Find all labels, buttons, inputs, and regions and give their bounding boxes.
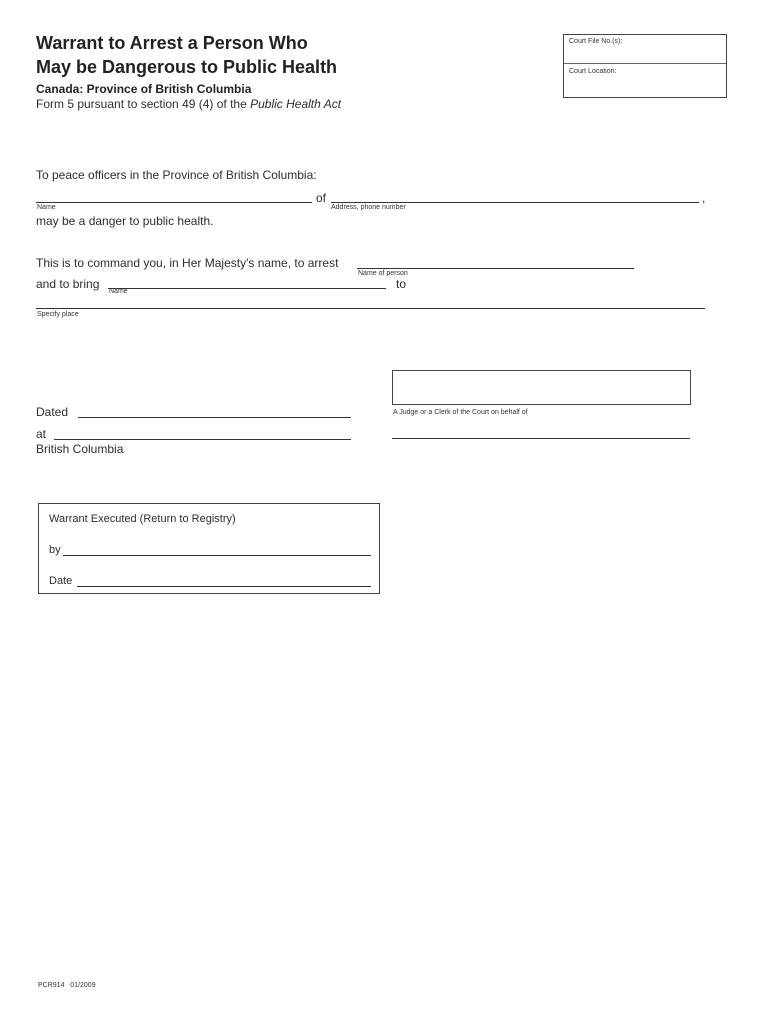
person-name-underline <box>357 268 634 269</box>
specify-place-caption: Specify place <box>37 311 79 318</box>
court-info-box <box>563 34 727 98</box>
court-box-divider <box>564 63 726 64</box>
place-underline <box>36 308 705 309</box>
to-text: to <box>396 277 407 291</box>
form-title-line2: May be Dangerous to Public Health <box>36 57 338 77</box>
at-label: at <box>36 427 47 441</box>
act-name: Public Health Act <box>250 97 342 111</box>
address-underline <box>331 202 699 203</box>
warrant-executed-box <box>38 503 380 594</box>
province-label: British Columbia <box>36 442 124 456</box>
bring-name-underline <box>108 288 386 289</box>
executed-by-label: by <box>49 544 61 556</box>
name-of-person-caption: Name of person <box>358 270 408 277</box>
bring-text: and to bring <box>36 277 100 291</box>
form-code: PCR914 01/2009 <box>38 982 96 989</box>
addressee-line: To peace officers in the Province of British Columbia: <box>36 168 317 182</box>
dated-underline <box>78 417 351 418</box>
comma-text: , <box>702 191 706 205</box>
executed-date-label: Date <box>49 575 73 587</box>
bring-name-caption: Name <box>109 288 128 295</box>
court-file-no-label: Court File No.(s): <box>569 38 623 45</box>
form-reference <box>36 97 341 111</box>
judge-signature-box[interactable] <box>392 370 691 405</box>
warrant-executed-title: Warrant Executed (Return to Registry) <box>49 513 236 525</box>
of-text: of <box>316 191 327 205</box>
command-text: This is to command you, in Her Majesty's name, to arrest <box>36 256 339 270</box>
name-caption: Name <box>37 204 56 211</box>
jurisdiction-heading: Canada: Province of British Columbia <box>36 82 252 96</box>
judge-court-underline <box>392 438 690 439</box>
judge-caption: A Judge or a Clerk of the Court on behalf of <box>393 409 528 416</box>
court-file-no-field[interactable] <box>568 47 726 61</box>
executed-date-field[interactable] <box>77 573 375 587</box>
name-underline <box>36 202 312 203</box>
court-location-label: Court Location: <box>569 68 617 75</box>
dated-label: Dated <box>36 405 69 419</box>
form-title-line1: Warrant to Arrest a Person Who <box>36 33 308 53</box>
executed-by-underline <box>63 555 371 556</box>
court-location-field[interactable] <box>568 79 726 93</box>
address-caption: Address, phone number <box>331 204 406 211</box>
executed-by-field[interactable] <box>63 542 375 556</box>
executed-date-underline <box>77 586 371 587</box>
form-reference-prefix: Form 5 pursuant to section 49 (4) of the <box>36 97 251 111</box>
at-underline <box>54 439 351 440</box>
danger-statement: may be a danger to public health. <box>36 214 214 228</box>
